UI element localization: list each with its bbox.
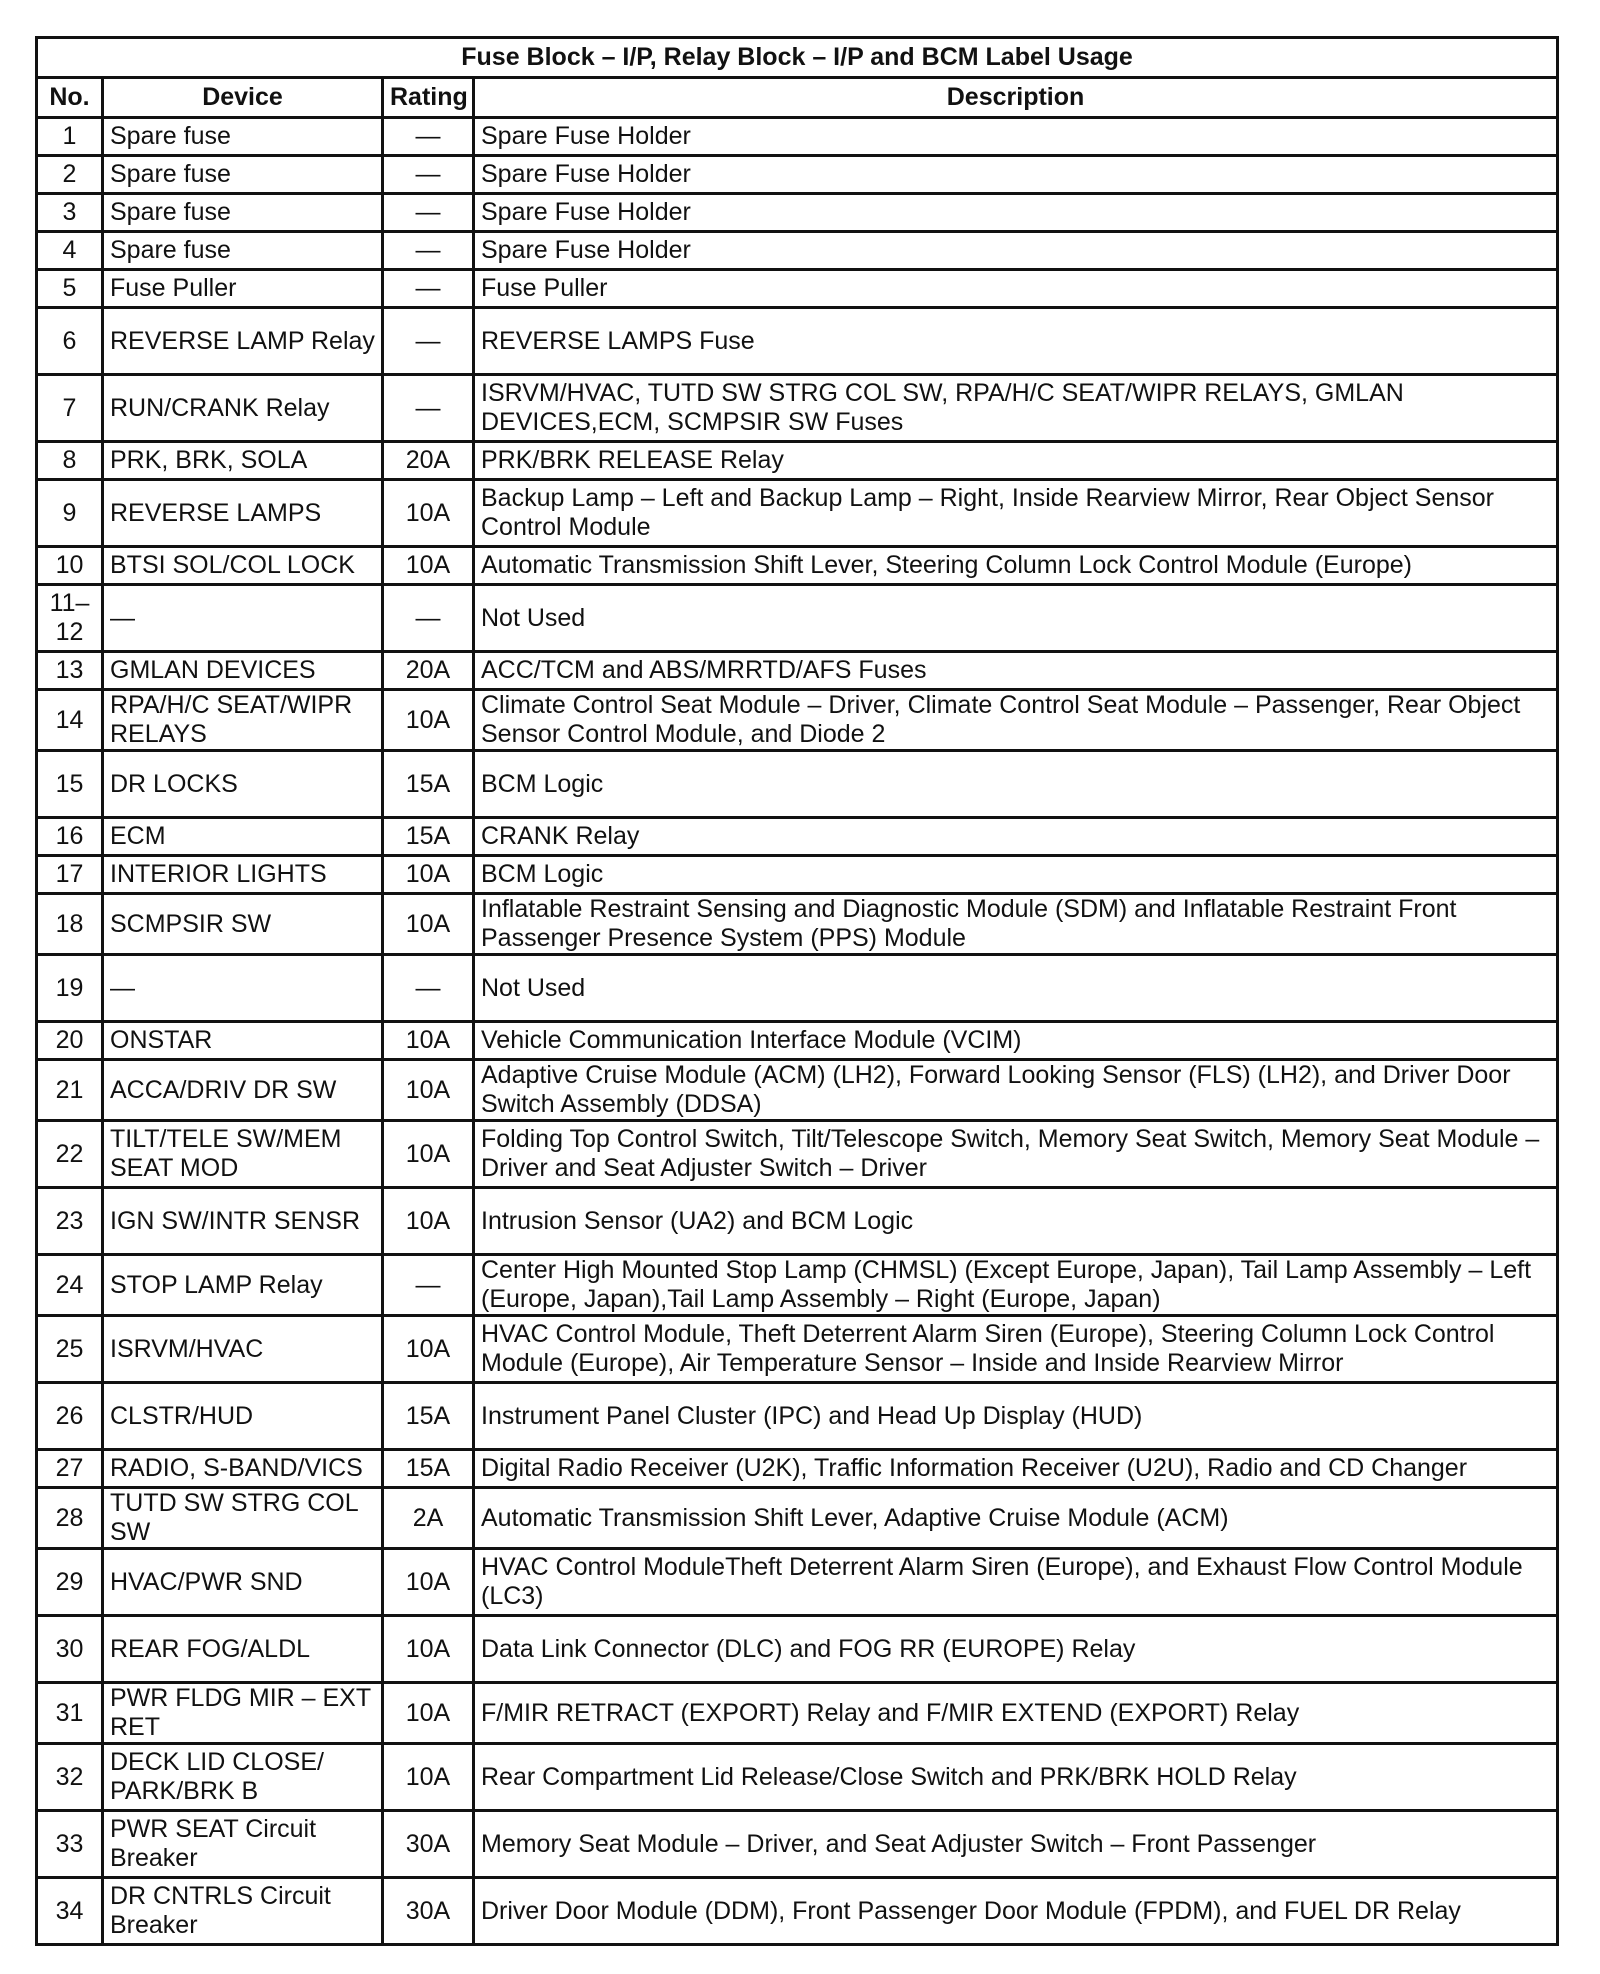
cell-device: PWR FLDG MIR – EXT RET xyxy=(103,1683,383,1744)
cell-description: Inflatable Restraint Sensing and Diagnostic Module (SDM) and Inflatable Restraint Front Passenger Presence System (PPS) Module xyxy=(474,894,1558,955)
cell-rating: — xyxy=(383,118,474,156)
table-row xyxy=(37,1022,1558,1060)
table-row xyxy=(37,955,1558,1022)
cell-device: IGN SW/INTR SENSR xyxy=(103,1188,383,1255)
cell-no: 24 xyxy=(37,1255,103,1316)
cell-device: DR CNTRLS Circuit Breaker xyxy=(103,1878,383,1945)
cell-device: Spare fuse xyxy=(103,232,383,270)
table-title-row xyxy=(37,38,1558,78)
table-row xyxy=(37,1383,1558,1450)
cell-device: RUN/CRANK Relay xyxy=(103,375,383,442)
cell-no: 22 xyxy=(37,1121,103,1188)
table-row xyxy=(37,1616,1558,1683)
cell-description: BCM Logic xyxy=(474,856,1558,894)
table-row xyxy=(37,1316,1558,1383)
cell-rating: — xyxy=(383,270,474,308)
cell-device: INTERIOR LIGHTS xyxy=(103,856,383,894)
cell-description: REVERSE LAMPS Fuse xyxy=(474,308,1558,375)
cell-description: Fuse Puller xyxy=(474,270,1558,308)
cell-device: TUTD SW STRG COL SW xyxy=(103,1488,383,1549)
cell-no: 3 xyxy=(37,194,103,232)
cell-rating: 10A xyxy=(383,1616,474,1683)
table-row xyxy=(37,1811,1558,1878)
cell-device: Fuse Puller xyxy=(103,270,383,308)
table-row xyxy=(37,1683,1558,1744)
cell-no: 21 xyxy=(37,1060,103,1121)
cell-no: 26 xyxy=(37,1383,103,1450)
cell-device: TILT/TELE SW/MEM SEAT MOD xyxy=(103,1121,383,1188)
cell-rating: 10A xyxy=(383,1121,474,1188)
cell-rating: 15A xyxy=(383,751,474,818)
cell-no: 16 xyxy=(37,818,103,856)
cell-description: Data Link Connector (DLC) and FOG RR (EUROPE) Relay xyxy=(474,1616,1558,1683)
table-row xyxy=(37,856,1558,894)
cell-no: 4 xyxy=(37,232,103,270)
cell-no: 33 xyxy=(37,1811,103,1878)
cell-no: 15 xyxy=(37,751,103,818)
cell-device: Spare fuse xyxy=(103,156,383,194)
cell-device: BTSI SOL/COL LOCK xyxy=(103,547,383,585)
table-row xyxy=(37,1744,1558,1811)
cell-rating: 15A xyxy=(383,1383,474,1450)
cell-description: Backup Lamp – Left and Backup Lamp – Right, Inside Rearview Mirror, Rear Object Sensor Control Module xyxy=(474,480,1558,547)
table-row xyxy=(37,194,1558,232)
cell-rating: — xyxy=(383,308,474,375)
table-row xyxy=(37,547,1558,585)
cell-rating: 2A xyxy=(383,1488,474,1549)
cell-no: 34 xyxy=(37,1878,103,1945)
cell-rating: 20A xyxy=(383,652,474,690)
cell-rating: 10A xyxy=(383,1022,474,1060)
table-title: Fuse Block – I/P, Relay Block – I/P and BCM Label Usage xyxy=(37,38,1558,78)
column-header-rating: Rating xyxy=(383,78,474,118)
cell-no: 6 xyxy=(37,308,103,375)
cell-rating: 20A xyxy=(383,442,474,480)
cell-description: HVAC Control Module, Theft Deterrent Alarm Siren (Europe), Steering Column Lock Control Module (Europe), Air Temperature Sensor – Inside and Inside Rearview Mirror xyxy=(474,1316,1558,1383)
cell-device: PWR SEAT Circuit Breaker xyxy=(103,1811,383,1878)
table-row xyxy=(37,375,1558,442)
cell-description: Spare Fuse Holder xyxy=(474,232,1558,270)
column-header-no: No. xyxy=(37,78,103,118)
cell-no: 23 xyxy=(37,1188,103,1255)
cell-no: 18 xyxy=(37,894,103,955)
cell-description: Climate Control Seat Module – Driver, Climate Control Seat Module – Passenger, Rear Object Sensor Control Module, and Diode 2 xyxy=(474,690,1558,751)
cell-device: — xyxy=(103,585,383,652)
table-row xyxy=(37,1878,1558,1945)
cell-description: PRK/BRK RELEASE Relay xyxy=(474,442,1558,480)
cell-device: Spare fuse xyxy=(103,118,383,156)
cell-rating: — xyxy=(383,194,474,232)
cell-description: Not Used xyxy=(474,955,1558,1022)
table-row xyxy=(37,585,1558,652)
table-row xyxy=(37,1255,1558,1316)
cell-no: 2 xyxy=(37,156,103,194)
cell-description: Spare Fuse Holder xyxy=(474,156,1558,194)
cell-no: 30 xyxy=(37,1616,103,1683)
cell-device: HVAC/PWR SND xyxy=(103,1549,383,1616)
cell-no: 8 xyxy=(37,442,103,480)
cell-no: 32 xyxy=(37,1744,103,1811)
table-row xyxy=(37,308,1558,375)
cell-device: REVERSE LAMPS xyxy=(103,480,383,547)
cell-no: 27 xyxy=(37,1450,103,1488)
cell-description: HVAC Control ModuleTheft Deterrent Alarm Siren (Europe), and Exhaust Flow Control Module (LC3) xyxy=(474,1549,1558,1616)
cell-rating: 10A xyxy=(383,1683,474,1744)
table-row xyxy=(37,1549,1558,1616)
table-row xyxy=(37,652,1558,690)
cell-rating: 10A xyxy=(383,1549,474,1616)
cell-description: Spare Fuse Holder xyxy=(474,194,1558,232)
cell-device: RPA/H/C SEAT/WIPR RELAYS xyxy=(103,690,383,751)
cell-rating: — xyxy=(383,585,474,652)
cell-rating: 10A xyxy=(383,894,474,955)
cell-rating: — xyxy=(383,955,474,1022)
cell-no: 10 xyxy=(37,547,103,585)
cell-description: Automatic Transmission Shift Lever, Adaptive Cruise Module (ACM) xyxy=(474,1488,1558,1549)
cell-description: Not Used xyxy=(474,585,1558,652)
column-header-device: Device xyxy=(103,78,383,118)
table-body xyxy=(37,118,1558,1945)
cell-rating: — xyxy=(383,1255,474,1316)
table-row xyxy=(37,894,1558,955)
table-row xyxy=(37,1488,1558,1549)
cell-device: Spare fuse xyxy=(103,194,383,232)
table-row xyxy=(37,751,1558,818)
cell-no: 29 xyxy=(37,1549,103,1616)
cell-description: F/MIR RETRACT (EXPORT) Relay and F/MIR EXTEND (EXPORT) Relay xyxy=(474,1683,1558,1744)
cell-device: ONSTAR xyxy=(103,1022,383,1060)
cell-device: REAR FOG/ALDL xyxy=(103,1616,383,1683)
cell-no: 28 xyxy=(37,1488,103,1549)
cell-description: Adaptive Cruise Module (ACM) (LH2), Forward Looking Sensor (FLS) (LH2), and Driver Door Switch Assembly (DDSA) xyxy=(474,1060,1558,1121)
cell-device: SCMPSIR SW xyxy=(103,894,383,955)
cell-device: CLSTR/HUD xyxy=(103,1383,383,1450)
cell-device: GMLAN DEVICES xyxy=(103,652,383,690)
cell-rating: — xyxy=(383,232,474,270)
cell-rating: 10A xyxy=(383,1060,474,1121)
table-row xyxy=(37,156,1558,194)
cell-rating: 10A xyxy=(383,480,474,547)
cell-device: STOP LAMP Relay xyxy=(103,1255,383,1316)
cell-no: 20 xyxy=(37,1022,103,1060)
cell-description: CRANK Relay xyxy=(474,818,1558,856)
cell-description: Memory Seat Module – Driver, and Seat Adjuster Switch – Front Passenger xyxy=(474,1811,1558,1878)
cell-device: ACCA/DRIV DR SW xyxy=(103,1060,383,1121)
cell-no: 13 xyxy=(37,652,103,690)
cell-device: ECM xyxy=(103,818,383,856)
cell-no: 31 xyxy=(37,1683,103,1744)
cell-device: DECK LID CLOSE/ PARK/BRK B xyxy=(103,1744,383,1811)
cell-description: Rear Compartment Lid Release/Close Switch and PRK/BRK HOLD Relay xyxy=(474,1744,1558,1811)
cell-rating: 15A xyxy=(383,1450,474,1488)
cell-device: ISRVM/HVAC xyxy=(103,1316,383,1383)
table-row xyxy=(37,690,1558,751)
cell-no: 19 xyxy=(37,955,103,1022)
cell-rating: — xyxy=(383,156,474,194)
table-row xyxy=(37,1188,1558,1255)
table-row xyxy=(37,1060,1558,1121)
cell-rating: 10A xyxy=(383,856,474,894)
cell-rating: 10A xyxy=(383,690,474,751)
cell-device: RADIO, S-BAND/VICS xyxy=(103,1450,383,1488)
cell-rating: 10A xyxy=(383,1188,474,1255)
cell-no: 5 xyxy=(37,270,103,308)
cell-device: — xyxy=(103,955,383,1022)
table-row xyxy=(37,442,1558,480)
cell-description: BCM Logic xyxy=(474,751,1558,818)
cell-description: Automatic Transmission Shift Lever, Steering Column Lock Control Module (Europe) xyxy=(474,547,1558,585)
cell-rating: — xyxy=(383,375,474,442)
cell-description: Driver Door Module (DDM), Front Passenger Door Module (FPDM), and FUEL DR Relay xyxy=(474,1878,1558,1945)
cell-description: Folding Top Control Switch, Tilt/Telescope Switch, Memory Seat Switch, Memory Seat Module – Driver and Seat Adjuster Switch – Driver xyxy=(474,1121,1558,1188)
table-row xyxy=(37,270,1558,308)
table-row xyxy=(37,480,1558,547)
cell-description: Digital Radio Receiver (U2K), Traffic Information Receiver (U2U), Radio and CD Changer xyxy=(474,1450,1558,1488)
cell-description: Instrument Panel Cluster (IPC) and Head Up Display (HUD) xyxy=(474,1383,1558,1450)
cell-no: 11–12 xyxy=(37,585,103,652)
cell-device: DR LOCKS xyxy=(103,751,383,818)
cell-no: 17 xyxy=(37,856,103,894)
table-row xyxy=(37,1450,1558,1488)
cell-description: Center High Mounted Stop Lamp (CHMSL) (Except Europe, Japan), Tail Lamp Assembly – Left (Europe, Japan),Tail Lamp Assembly – Right (Europe, Japan) xyxy=(474,1255,1558,1316)
table-row xyxy=(37,1121,1558,1188)
cell-description: Spare Fuse Holder xyxy=(474,118,1558,156)
column-header-description: Description xyxy=(474,78,1558,118)
cell-no: 7 xyxy=(37,375,103,442)
cell-description: Intrusion Sensor (UA2) and BCM Logic xyxy=(474,1188,1558,1255)
cell-description: Vehicle Communication Interface Module (VCIM) xyxy=(474,1022,1558,1060)
cell-no: 9 xyxy=(37,480,103,547)
cell-device: REVERSE LAMP Relay xyxy=(103,308,383,375)
table-row xyxy=(37,232,1558,270)
cell-rating: 10A xyxy=(383,1316,474,1383)
table-row xyxy=(37,118,1558,156)
cell-description: ACC/TCM and ABS/MRRTD/AFS Fuses xyxy=(474,652,1558,690)
cell-device: PRK, BRK, SOLA xyxy=(103,442,383,480)
cell-rating: 10A xyxy=(383,1744,474,1811)
cell-no: 1 xyxy=(37,118,103,156)
cell-rating: 15A xyxy=(383,818,474,856)
cell-rating: 30A xyxy=(383,1811,474,1878)
cell-no: 14 xyxy=(37,690,103,751)
fuse-usage-table xyxy=(35,36,1559,1946)
cell-rating: 10A xyxy=(383,547,474,585)
cell-no: 25 xyxy=(37,1316,103,1383)
table-header-row xyxy=(37,78,1558,118)
cell-description: ISRVM/HVAC, TUTD SW STRG COL SW, RPA/H/C SEAT/WIPR RELAYS, GMLAN DEVICES,ECM, SCMPSIR SW Fuses xyxy=(474,375,1558,442)
table-row xyxy=(37,818,1558,856)
cell-rating: 30A xyxy=(383,1878,474,1945)
